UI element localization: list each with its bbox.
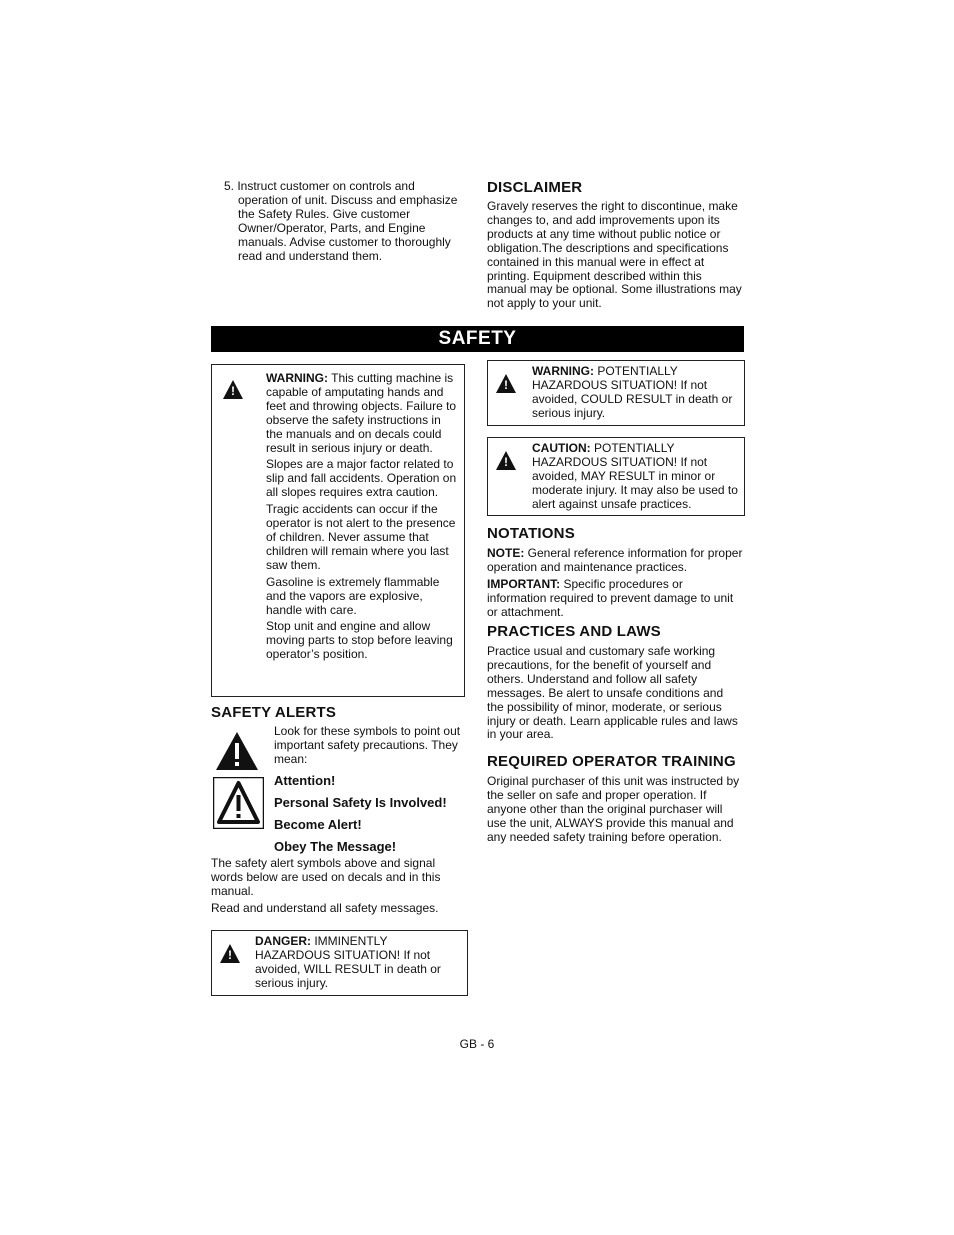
disclaimer-heading: DISCLAIMER xyxy=(487,179,583,196)
meaning-attention: Attention! xyxy=(274,773,336,788)
safety-alerts-after-1: The safety alert symbols above and signal words below are used on decals and in this manual. xyxy=(211,856,441,898)
training-heading: REQUIRED OPERATOR TRAINING xyxy=(487,753,736,770)
notations-important xyxy=(487,578,743,620)
safety-alerts-after-2: Read and understand all safety messages. xyxy=(211,900,439,915)
warning-triangle-icon: ! xyxy=(223,380,243,399)
caution-box-text xyxy=(532,442,740,512)
safety-banner-title: SAFETY xyxy=(438,328,517,349)
note-body: General reference information for proper operation and maintenance practices. xyxy=(487,546,743,574)
caution-label: CAUTION: xyxy=(532,441,591,455)
warning-box-right xyxy=(487,360,745,426)
disclaimer-body: Gravely reserves the right to discontinue, make changes to, and add improvements upon its products at any time without public notice or obligation.The descriptions and specifications contained in this manual were in effect at printing. Equipment described within this manual may be optional. Some illustrations may not apply to your unit. xyxy=(487,199,742,311)
warning-p5: Stop unit and engine and allow moving parts to stop before leaving operator’s position. xyxy=(266,619,453,662)
safety-alert-solid-icon xyxy=(215,731,259,771)
instruction-item-5-rest: operation of unit. Discuss and emphasize the Safety Rules. Give customer Owner/Operator, Parts, and Engine manuals. Advise customer to thoroughly read and understand them. xyxy=(238,192,458,263)
training-section xyxy=(487,753,743,845)
danger-box xyxy=(211,930,468,996)
safety-alerts-section xyxy=(211,704,467,721)
warning-box-main-text xyxy=(266,372,458,665)
safety-alerts-after xyxy=(211,857,467,916)
practices-body: Practice usual and customary safe working precautions, for the benefit of yourself and others. Understand and follow all safety messages. Be alert to unsafe conditions and the possibility of minor, moderate, or serious injury or death. Learn applicable rules and laws in your area. xyxy=(487,644,738,742)
instruction-item-5-first-line: 5. Instruct customer on controls and xyxy=(224,179,415,193)
safety-alerts-intro: Look for these symbols to point out important safety precautions. They mean: xyxy=(274,724,461,766)
warning-label: WARNING: xyxy=(266,371,328,385)
safety-alerts-meanings xyxy=(274,773,474,854)
danger-triangle-icon: ! xyxy=(220,944,240,963)
notations-heading: NOTATIONS xyxy=(487,525,575,542)
warning-p3: Tragic accidents can occur if the operator is not alert to the presence of children. Never assume that children will remain where you last saw them. xyxy=(266,502,456,572)
safety-banner xyxy=(211,326,744,352)
caution-triangle-icon: ! xyxy=(496,451,516,470)
danger-label: DANGER: xyxy=(255,934,311,948)
meaning-personal-safety: Personal Safety Is Involved! xyxy=(274,795,447,810)
warning-box-main xyxy=(211,364,465,697)
meaning-become-alert: Become Alert! xyxy=(274,817,362,832)
warning-triangle-icon: ! xyxy=(496,374,516,393)
disclaimer-section xyxy=(487,179,743,311)
notations-section xyxy=(487,525,743,620)
practices-section xyxy=(487,623,743,742)
instruction-item-5 xyxy=(224,180,466,263)
important-body: Specific procedures or information required to prevent damage to unit or attachment. xyxy=(487,576,734,619)
important-label: IMPORTANT: xyxy=(487,576,561,591)
warning-p1: This cutting machine is capable of amputating hands and feet and throwing objects. Failure to observe the safety instructions in the manuals and on decals could result in serious injury or death. xyxy=(266,371,457,455)
meaning-obey-message: Obey The Message! xyxy=(274,839,397,854)
warning-p2: Slopes are a major factor related to slip and fall accidents. Operation on all slopes requires extra caution. xyxy=(266,457,457,500)
danger-body: IMMINENTLY HAZARDOUS SITUATION! If not avoided, WILL RESULT in death or serious injury. xyxy=(255,934,441,990)
caution-body: POTENTIALLY HAZARDOUS SITUATION! If not avoided, MAY RESULT in minor or moderate injury. It may also be used to alert against unsafe practices. xyxy=(532,441,738,511)
caution-box xyxy=(487,437,745,516)
warning-right-body: POTENTIALLY HAZARDOUS SITUATION! If not avoided, COULD RESULT in death or serious injury. xyxy=(532,364,733,420)
training-body: Original purchaser of this unit was instructed by the seller on safe and proper operation. If anyone other than the original purchaser will use the unit, ALWAYS provide this manual and any needed safety training before operation. xyxy=(487,774,740,844)
warning-box-right-text xyxy=(532,365,740,421)
safety-alert-outline-icon xyxy=(213,777,264,829)
warning-right-label: WARNING: xyxy=(532,364,594,378)
danger-box-text xyxy=(255,935,461,991)
note-label: NOTE: xyxy=(487,546,525,560)
practices-heading: PRACTICES AND LAWS xyxy=(487,623,661,640)
notations-note xyxy=(487,547,743,575)
page-number: GB - 6 xyxy=(459,1037,495,1051)
warning-p4: Gasoline is extremely flammable and the vapors are explosive, handle with care. xyxy=(266,574,440,617)
safety-alerts-heading: SAFETY ALERTS xyxy=(211,704,337,721)
